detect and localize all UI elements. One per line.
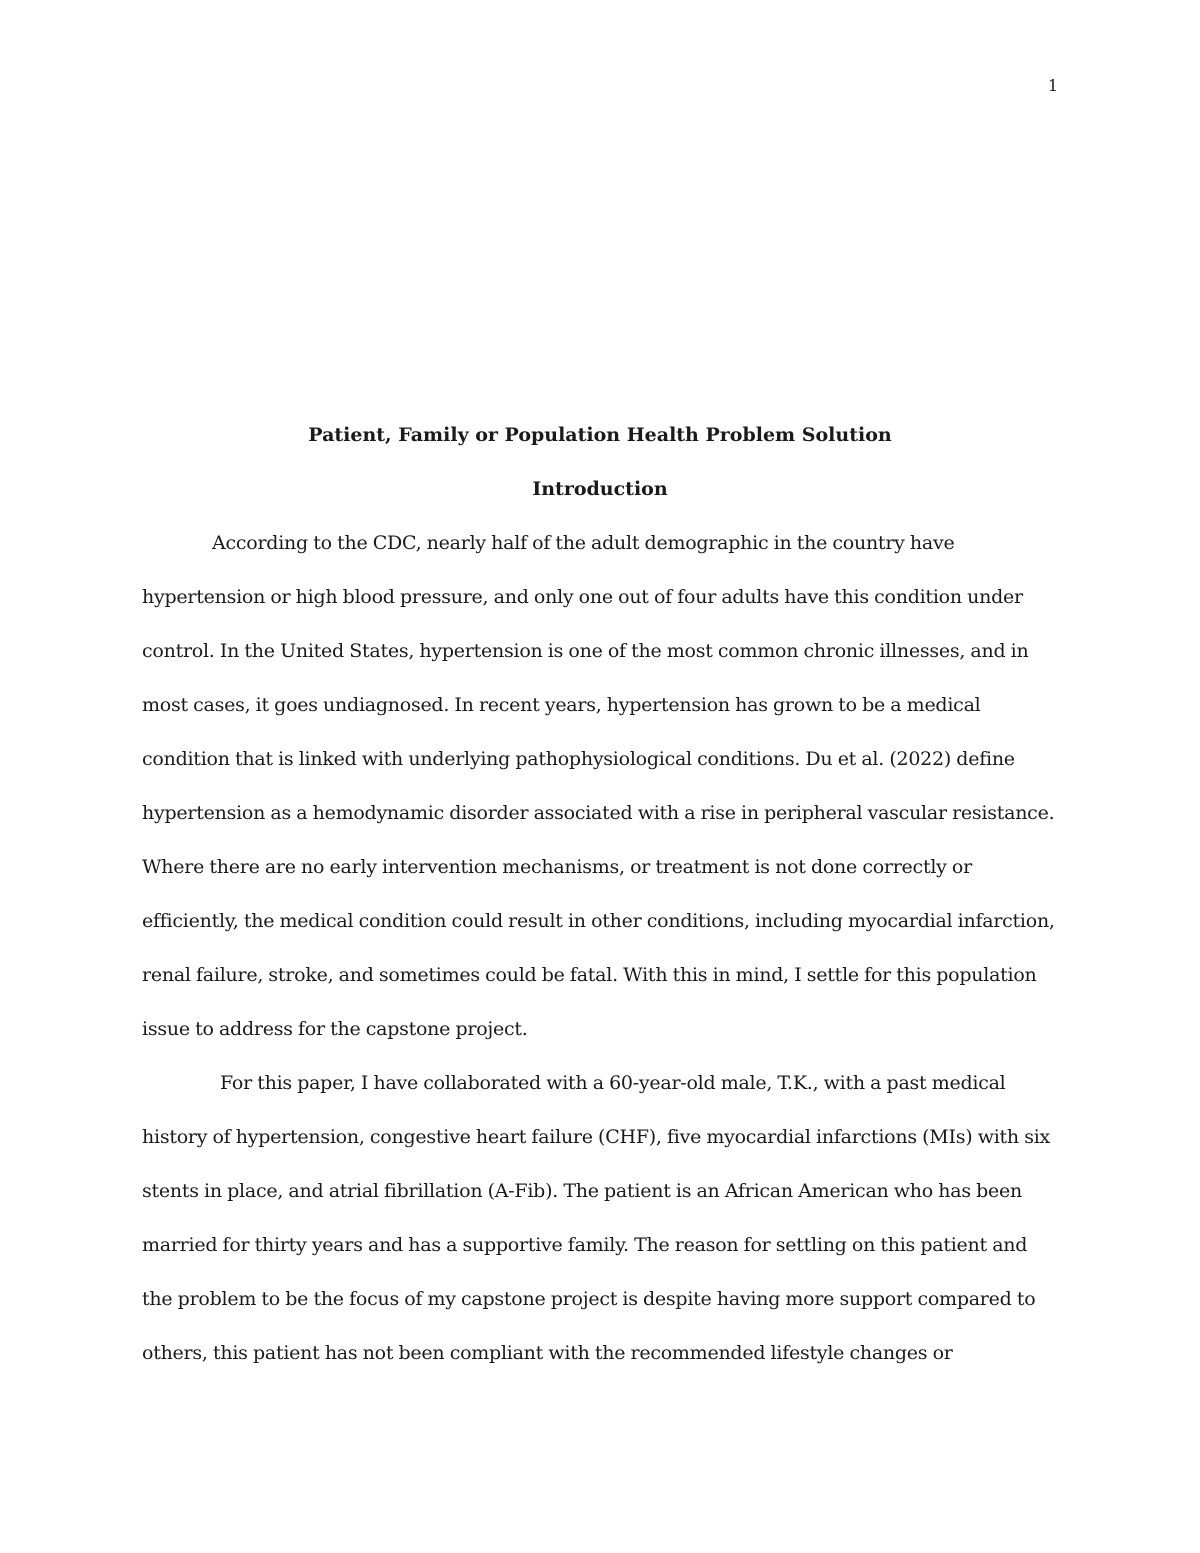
document-body [142,408,1058,1380]
paragraph: According to the CDC, nearly half of the adult demographic in the country have hypertension or high blood pressure, and only one out of four adults have this condition under control. In the United States, hypertension is one of the most common chronic illnesses, and in most cases, it goes undiagnosed. In recent years, hypertension has grown to be a medical condition that is linked with underlying pathophysiological conditions. Du et al. (2022) define hypertension as a hemodynamic disorder associated with a rise in peripheral vascular resistance. Where there are no early intervention mechanisms, or treatment is not done correctly or efficiently, the medical condition could result in other conditions, including myocardial infarction, renal failure, stroke, and sometimes could be fatal. With this in mind, I settle for this population issue to address for the capstone project. [142,532,1055,1040]
paper-title: Patient, Family or Population Health Problem Solution [308,424,892,446]
paragraph: For this paper, I have collaborated with a 60-year-old male, T.K., with a past medical history of hypertension, congestive heart failure (CHF), five myocardial infarctions (MIs) with six stents in place, and atrial fibrillation (A-Fib). The patient is an African American who has been married for thirty years and has a supportive family. The reason for settling on this patient and the problem to be the focus of my capstone project is despite having more support compared to others, this patient has not been compliant with the recommended lifestyle changes or [142,1072,1050,1364]
page-number: 1 [1047,76,1058,95]
section-heading: Introduction [532,478,668,500]
